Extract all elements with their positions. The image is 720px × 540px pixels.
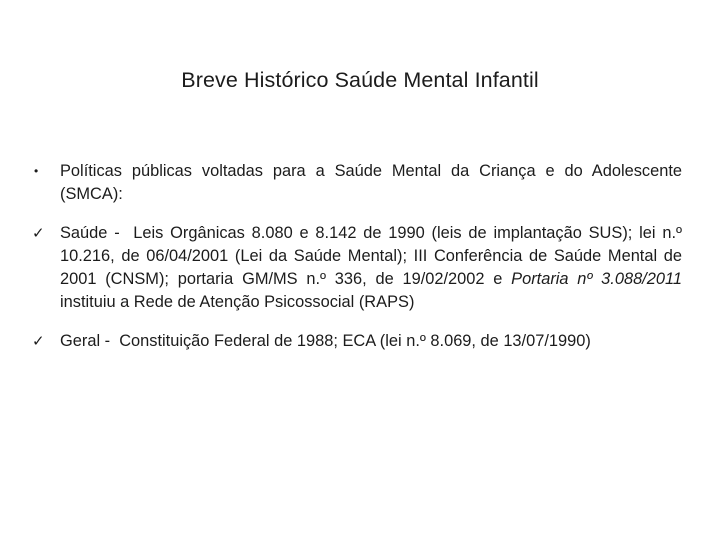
check-item-text-after: instituiu a Rede de Atenção Psicossocial (RAPS) — [60, 293, 415, 311]
check-item-saude — [32, 222, 682, 314]
bullet-text: Políticas públicas voltadas para a Saúde Mental da Criança e do Adolescente (SMCA): — [60, 162, 682, 203]
check-item-label: Geral - — [60, 332, 111, 350]
check-item-text: Leis Orgânicas 8.080 e 8.142 de 1990 (leis de implantação SUS); lei n.º 10.216, de 06/04/2001 (Lei da Saúde Mental); III Conferência de Saúde Mental de 2001 (CNSM); portaria GM/MS n.º 336, de 19/02/2002 e — [60, 224, 683, 288]
check-item-emphasis: Portaria nº 3.088/2011 — [511, 270, 682, 288]
checkmark-icon: ✓ — [32, 224, 45, 242]
check-item-label: Saúde - — [60, 224, 120, 242]
slide-content — [32, 160, 682, 353]
check-item-text: Constituição Federal de 1988; ECA (lei n.º 8.069, de 13/07/1990) — [119, 332, 591, 350]
slide-title: Breve Histórico Saúde Mental Infantil — [181, 68, 539, 92]
check-item-geral — [32, 330, 682, 353]
checkmark-icon: ✓ — [32, 332, 45, 350]
bullet-dot-icon: • — [34, 164, 39, 178]
bullet-item-politicas — [32, 160, 682, 206]
